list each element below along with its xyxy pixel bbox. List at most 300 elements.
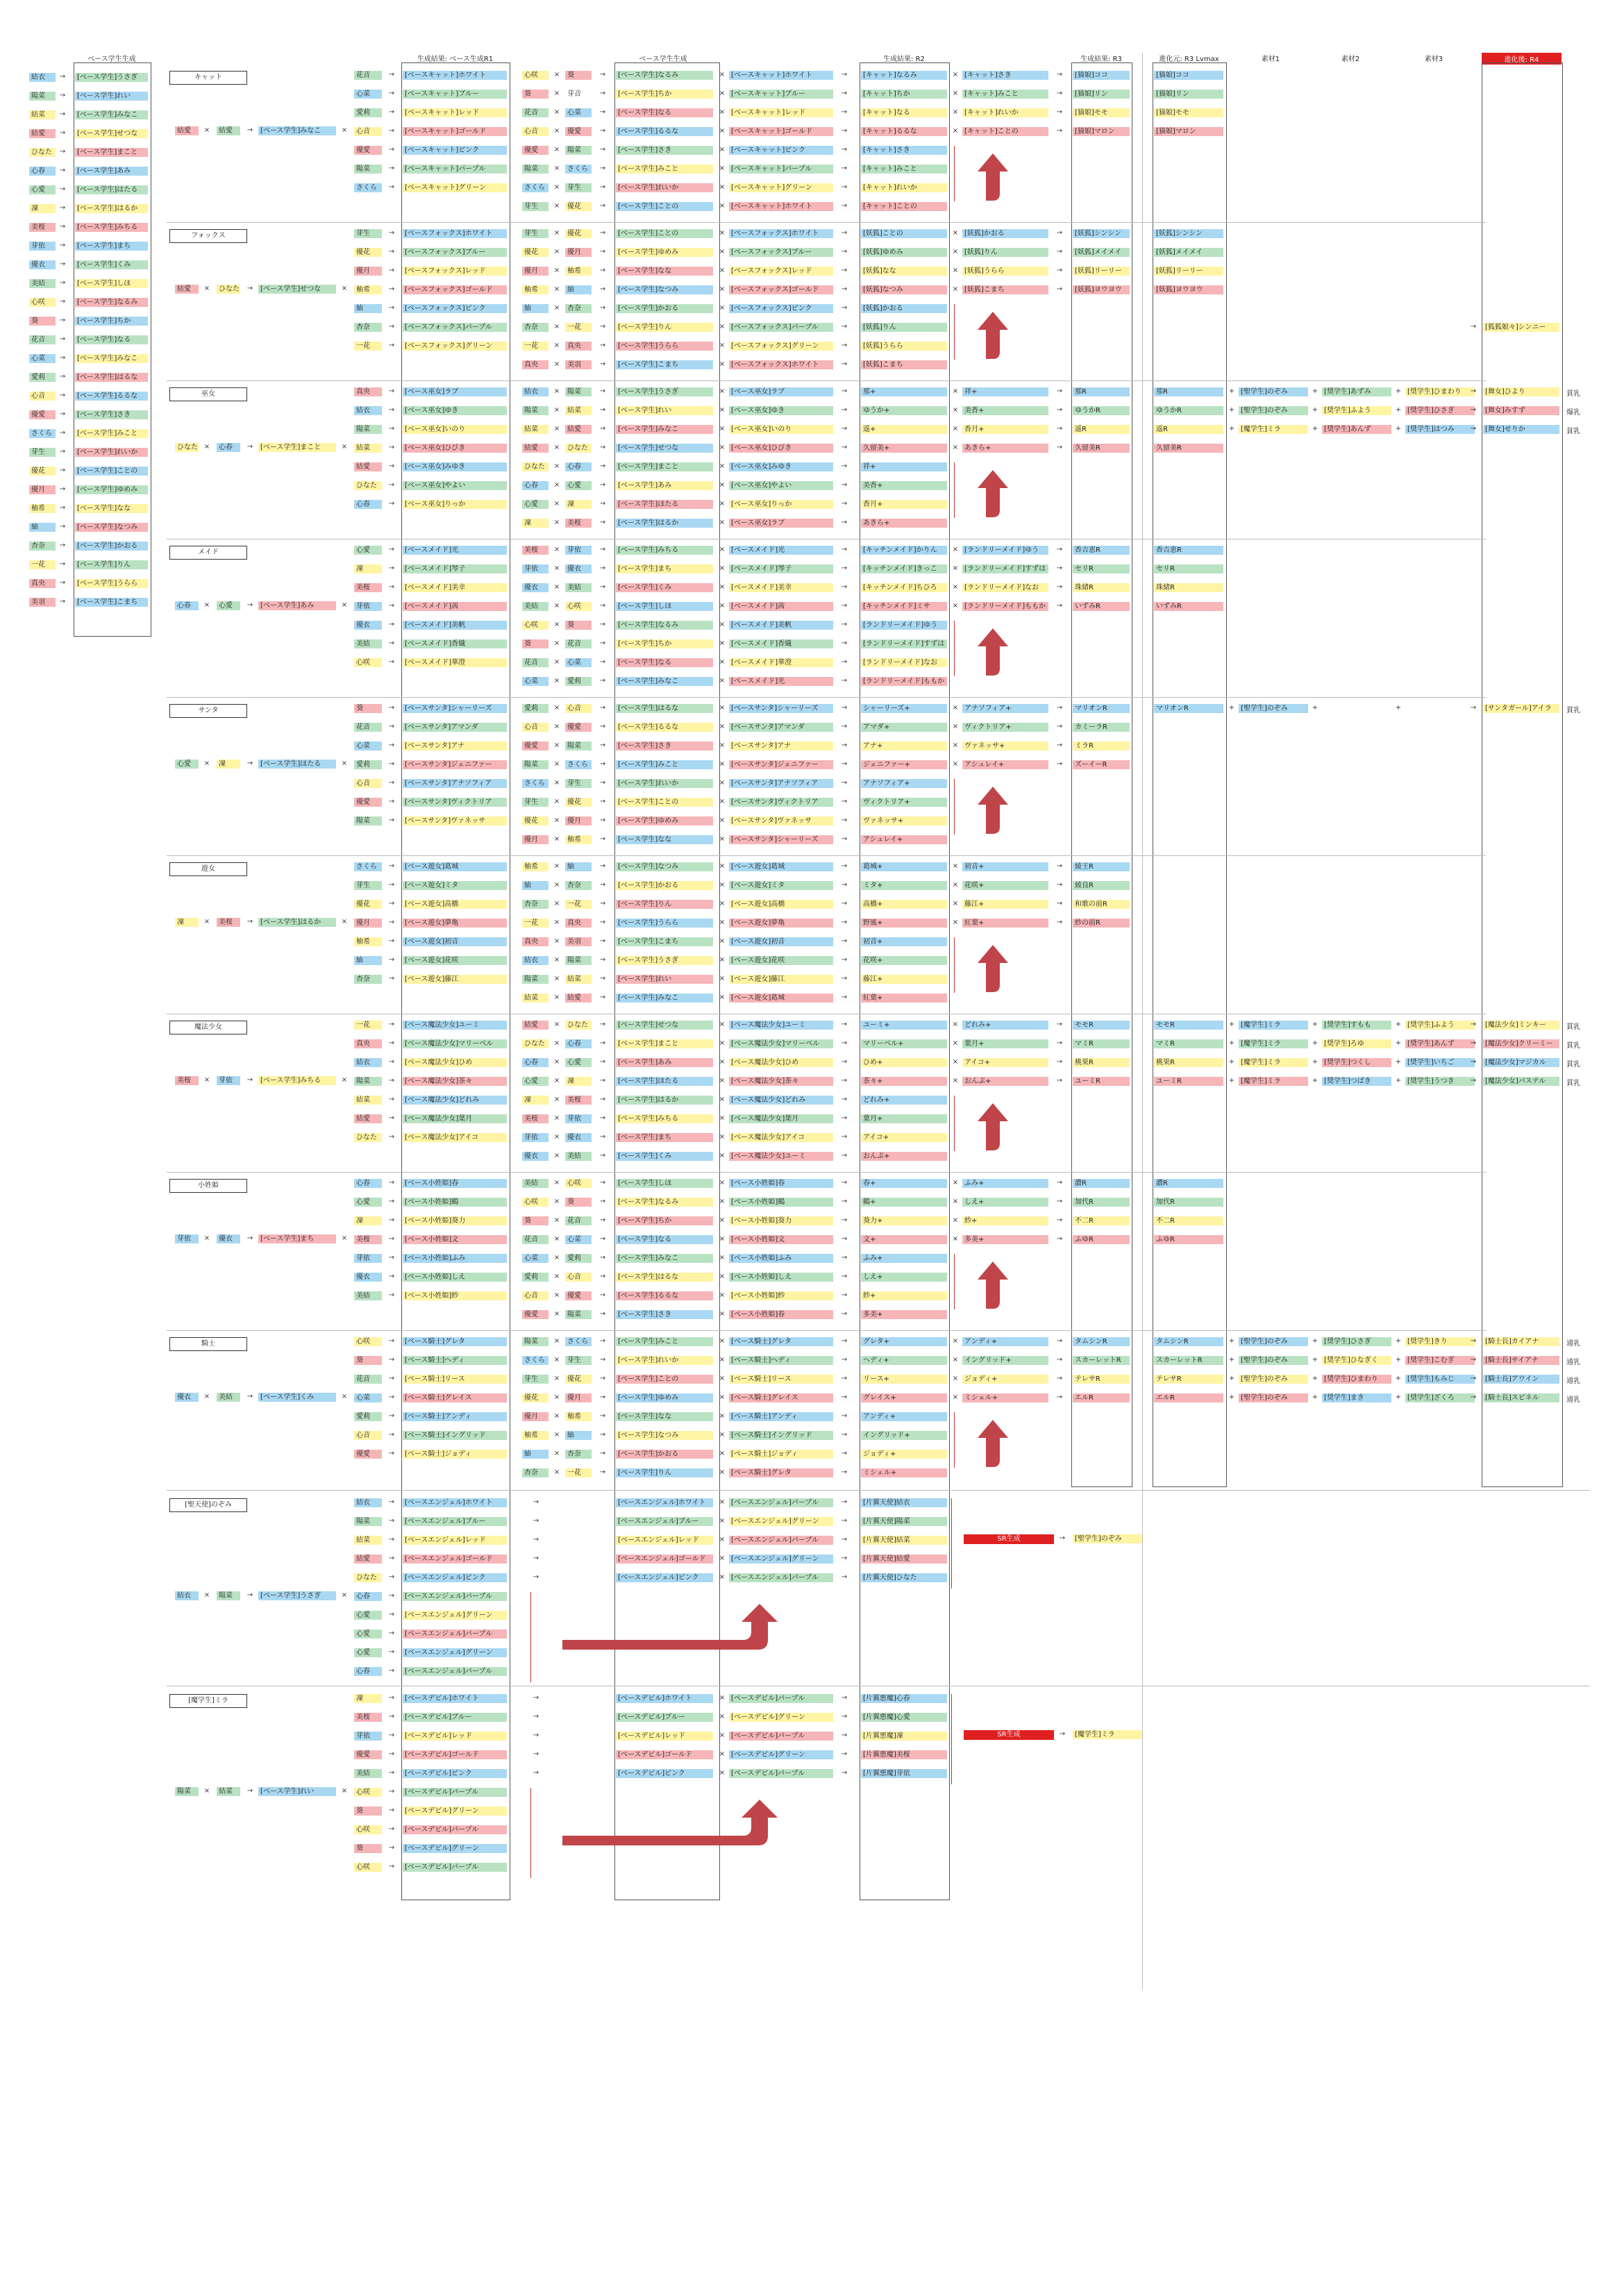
cell-tag: 紅葉+ — [962, 919, 1048, 928]
cell-tag: 愛莉 — [354, 760, 382, 769]
cell-tag: [ベースサンタ]ジェニファー — [403, 760, 507, 769]
cell-tag: 陽菜 — [217, 1591, 240, 1600]
cell-tag: 春+ — [861, 1179, 947, 1188]
cell-tag: 一花 — [565, 323, 592, 332]
cell-tag: アマダ+ — [861, 723, 947, 732]
cell-tag: [ベースデビル]グリーン — [403, 1844, 507, 1853]
cell-tag: [ベース学生]しほ — [75, 279, 148, 288]
cell-tag: エルR — [1073, 1393, 1130, 1402]
cell-tag: [ベース学生]れい — [258, 1787, 336, 1796]
symbol: + — [1312, 1039, 1319, 1047]
cell-tag: 陽菜 — [565, 1310, 592, 1319]
cell-tag: 杏奈 — [565, 304, 592, 313]
cell-tag: [ベースフォックス]レッド — [729, 267, 833, 276]
symbol: → — [841, 165, 848, 172]
symbol: + — [1395, 1058, 1402, 1066]
symbol: → — [388, 760, 395, 768]
symbol: → — [59, 542, 66, 549]
cell-tag: [ベースエンジェル]グリーン — [729, 1517, 833, 1526]
cell-tag: [ベースキャット]ゴールド — [729, 127, 833, 136]
symbol: × — [719, 881, 726, 889]
cell-tag: 陽菜 — [29, 92, 56, 101]
symbol: → — [841, 677, 848, 685]
symbol: → — [388, 1393, 395, 1401]
symbol: + — [1228, 1039, 1235, 1047]
cell-tag: 真央 — [354, 387, 382, 396]
symbol: × — [553, 1291, 560, 1299]
symbol: × — [553, 1077, 560, 1084]
symbol: → — [599, 108, 606, 116]
symbol: → — [388, 481, 395, 489]
cell-tag: さくら — [522, 1356, 549, 1365]
symbol: × — [553, 146, 560, 153]
symbol: × — [719, 444, 726, 451]
symbol: × — [952, 90, 959, 97]
cell-tag: 多美+ — [962, 1235, 1048, 1244]
symbol: × — [952, 900, 959, 907]
cell-tag: [ベース学生]うさぎ — [258, 1591, 336, 1600]
symbol: → — [599, 1291, 606, 1299]
cell-tag: [ベースフォックス]パープル — [729, 323, 833, 332]
cell-tag: さくら — [29, 429, 56, 438]
cell-tag: タムシンR — [1073, 1337, 1130, 1346]
symbol: → — [841, 1077, 848, 1084]
symbol: × — [553, 519, 560, 526]
symbol: → — [59, 73, 66, 81]
symbol: × — [952, 444, 959, 451]
symbol: → — [1470, 1021, 1477, 1028]
symbol: × — [719, 704, 726, 712]
long-arrow — [562, 1604, 792, 1652]
cell-tag: 心春 — [522, 481, 549, 490]
cell-tag: ミシェル+ — [962, 1393, 1048, 1402]
symbol: → — [1056, 704, 1063, 712]
cell-tag: [片翼天使]結愛 — [861, 1555, 947, 1564]
symbol: → — [246, 443, 253, 451]
cell-tag: [ベースサンタ]シャーリーズ — [403, 704, 507, 713]
cell-tag: 一花 — [354, 342, 382, 351]
symbol: × — [952, 723, 959, 730]
cell-tag: 加代R — [1073, 1198, 1130, 1207]
curved-arrow-shape — [962, 153, 1008, 201]
cell-tag: [ベース魔法少女]茶々 — [403, 1077, 507, 1086]
symbol: → — [388, 1807, 395, 1814]
cell-tag: アナ+ — [861, 741, 947, 751]
symbol: + — [1228, 1356, 1235, 1364]
cell-tag: 茶々+ — [861, 1077, 947, 1086]
cell-tag: どれみ+ — [861, 1096, 947, 1105]
symbol: → — [388, 956, 395, 964]
symbol: → — [246, 126, 253, 134]
symbol: → — [841, 1431, 848, 1439]
cell-tag: 紬 — [565, 862, 592, 871]
symbol: × — [719, 1039, 726, 1047]
cell-tag: 芽依 — [354, 1254, 382, 1263]
cell-tag: 心菜 — [522, 1254, 549, 1263]
cell-tag: さくら — [354, 862, 382, 871]
symbol: × — [553, 462, 560, 470]
symbol: + — [1228, 1375, 1235, 1382]
symbol: → — [388, 583, 395, 591]
symbol: × — [719, 602, 726, 610]
cell-tag: 優衣 — [522, 583, 549, 592]
symbol: × — [952, 1216, 959, 1224]
symbol: → — [1056, 229, 1063, 237]
cell-tag: 柚希 — [565, 835, 592, 844]
symbol: × — [203, 285, 210, 292]
symbol: → — [1470, 1058, 1477, 1066]
symbol: → — [599, 639, 606, 647]
cell-tag: 濃R — [1154, 1179, 1223, 1188]
cell-tag: [ベースメイド]美帆 — [403, 621, 507, 630]
bracket — [954, 462, 955, 518]
cell-tag: [ベースキャット]レッド — [403, 108, 507, 117]
symbol: → — [388, 1356, 395, 1364]
cell-tag: [ベース学生]しほ — [616, 1179, 713, 1188]
cell-tag: 一花 — [565, 900, 592, 909]
cell-tag: 陽菜 — [565, 387, 592, 396]
cell-tag: 祥+ — [861, 462, 947, 471]
cell-tag: [ベース学生]みなこ — [75, 110, 148, 119]
symbol: → — [1470, 406, 1477, 414]
cell-tag: 美羽 — [29, 598, 56, 607]
symbol: → — [1056, 1337, 1063, 1345]
cell-tag: [ベース遊女]初音 — [729, 937, 833, 946]
cell-tag: さくら — [565, 165, 592, 174]
symbol: + — [1228, 1337, 1235, 1345]
symbol: → — [388, 546, 395, 553]
cell-tag: [聖学生]のぞみ — [1073, 1534, 1142, 1543]
symbol: → — [388, 387, 395, 395]
cell-tag: 優衣 — [565, 564, 592, 573]
cell-tag: [ベース学生]みなこ — [616, 1254, 713, 1263]
symbol: × — [719, 1498, 726, 1506]
symbol: × — [553, 583, 560, 591]
cell-tag: 珠緒R — [1154, 583, 1223, 592]
cell-tag: [ベース学生]みちる — [616, 546, 713, 555]
symbol: × — [719, 1750, 726, 1758]
symbol: × — [553, 387, 560, 395]
cell-tag: [ベース魔法少女]茶々 — [729, 1077, 833, 1086]
symbol: → — [841, 779, 848, 787]
symbol: → — [388, 658, 395, 666]
cell-tag: [ベース学生]れいか — [75, 448, 148, 457]
cell-tag: [ベースデビル]ブルー — [403, 1713, 507, 1722]
symbol: + — [1312, 387, 1319, 395]
symbol: → — [388, 704, 395, 712]
symbol: × — [719, 1769, 726, 1777]
symbol: → — [388, 564, 395, 572]
cell-tag: 綾良R — [1073, 881, 1130, 890]
symbol: → — [599, 919, 606, 926]
symbol: × — [719, 1058, 726, 1066]
cell-tag: [ベースデビル]パープル — [729, 1769, 833, 1778]
cell-tag: [ベースサンタ]ヴィクトリア — [403, 798, 507, 807]
symbol: → — [533, 1555, 539, 1562]
symbol: × — [719, 229, 726, 237]
cell-tag: 美羽 — [565, 360, 592, 369]
symbol: + — [1228, 1058, 1235, 1066]
symbol: → — [1056, 387, 1063, 395]
symbol: → — [388, 1412, 395, 1420]
symbol: × — [203, 443, 210, 451]
curved-arrow — [957, 1100, 1012, 1156]
symbol: → — [599, 1273, 606, 1280]
cell-tag: [ベースエンジェル]レッド — [616, 1536, 713, 1545]
cell-tag: 芽生 — [354, 881, 382, 890]
cell-tag: 陽菜 — [175, 1787, 199, 1796]
cell-tag: [ベース遊女]初音 — [403, 937, 507, 946]
symbol: × — [952, 1077, 959, 1084]
symbol: → — [388, 602, 395, 610]
cell-tag: 真央 — [522, 360, 549, 369]
cell-tag: 紬 — [522, 1450, 549, 1459]
cell-tag: 多美+ — [861, 1310, 947, 1319]
side-note: 貫乳 — [1566, 1042, 1580, 1050]
cell-tag: グレタ+ — [861, 1337, 947, 1346]
symbol: × — [553, 323, 560, 330]
cell-tag: 柚希 — [565, 1412, 592, 1421]
symbol: → — [1056, 1393, 1063, 1401]
cell-tag: 美桜 — [175, 1076, 199, 1085]
cell-tag: [ベース小姓姫]しえ — [729, 1273, 833, 1282]
symbol: × — [203, 1591, 210, 1599]
symbol: × — [553, 704, 560, 712]
symbol: + — [1395, 1356, 1402, 1364]
cell-tag: テレサR — [1073, 1375, 1130, 1384]
cell-tag: 陽菜 — [522, 165, 549, 174]
cell-tag: 心愛 — [354, 1611, 382, 1620]
cell-tag: [ベースメイド]華澄 — [729, 658, 833, 667]
cell-tag: [ベース小姓姫]文 — [403, 1235, 507, 1244]
cell-tag: ゆうかR — [1073, 406, 1130, 415]
cell-tag: 杏奈 — [29, 542, 56, 551]
symbol: × — [553, 500, 560, 508]
cell-tag: 真央 — [565, 342, 592, 351]
symbol: → — [599, 1450, 606, 1457]
cell-tag: [ベース学生]せつな — [75, 129, 148, 138]
sr-bar: SR生成 — [964, 1534, 1054, 1544]
cell-tag: 結菜 — [354, 444, 382, 453]
symbol: → — [59, 223, 66, 231]
symbol: → — [388, 1450, 395, 1457]
sr-bar: SR生成 — [964, 1730, 1054, 1740]
symbol: → — [1056, 1235, 1063, 1243]
symbol: × — [719, 1732, 726, 1739]
cell-tag: [片翼天使]結衣 — [861, 1498, 947, 1507]
symbol: → — [533, 1750, 539, 1758]
symbol: → — [388, 323, 395, 330]
symbol: → — [388, 1648, 395, 1656]
cell-tag: 那+ — [861, 387, 947, 396]
symbol: → — [599, 602, 606, 610]
cell-tag: [ベースデビル]パープル — [729, 1694, 833, 1703]
cell-tag: 優月 — [354, 919, 382, 928]
cell-tag: 凜 — [522, 1096, 549, 1105]
cell-tag: [キッチンメイド]きっこ — [861, 564, 947, 573]
cell-tag: [ベース騎士]イングリッド — [729, 1431, 833, 1440]
symbol: → — [841, 835, 848, 843]
symbol: × — [553, 71, 560, 78]
cell-tag: [奨学生]いちご — [1405, 1058, 1475, 1067]
cell-tag: [ベースエンジェル]ホワイト — [403, 1498, 507, 1507]
symbol: × — [952, 127, 959, 135]
symbol: → — [388, 1337, 395, 1345]
cell-tag: [ベース巫女]りっか — [729, 500, 833, 509]
symbol: × — [719, 1235, 726, 1243]
symbol: → — [841, 975, 848, 982]
cell-tag: 結愛 — [354, 1114, 382, 1123]
symbol: × — [553, 1198, 560, 1205]
symbol: × — [553, 481, 560, 489]
cell-tag: アナソフィア+ — [962, 704, 1048, 713]
symbol: → — [599, 500, 606, 508]
cell-tag: [ベースデビル]ホワイト — [616, 1694, 713, 1703]
symbol: → — [841, 994, 848, 1001]
cell-tag: [ベースフォックス]ブルー — [403, 248, 507, 257]
cell-tag: [キャット]ことの — [861, 202, 947, 211]
cell-tag: [ベースサンタ]アナソフィア — [729, 779, 833, 788]
symbol: × — [719, 798, 726, 805]
cell-tag: [ベース学生]ちか — [616, 639, 713, 648]
cell-tag: 結衣 — [354, 1498, 382, 1507]
cell-tag: 心咲 — [29, 298, 56, 307]
cell-tag: [片翼悪魔]芽依 — [861, 1769, 947, 1778]
symbol: × — [341, 126, 348, 134]
symbol: → — [388, 900, 395, 907]
cell-tag: [妖狐]メイメイ — [1073, 248, 1130, 257]
cell-tag: 花音 — [29, 335, 56, 344]
symbol: → — [599, 1216, 606, 1224]
column-frame — [1153, 62, 1227, 1487]
cell-tag: [ベースエンジェル]ゴールド — [616, 1555, 713, 1564]
symbol: × — [341, 1234, 348, 1242]
cell-tag: [妖狐]ヨウヨウ — [1154, 285, 1223, 294]
symbol: × — [203, 1393, 210, 1400]
cell-tag: [ランドリーメイド]ゆう — [962, 546, 1048, 555]
cell-tag: 美桜 — [354, 1235, 382, 1244]
cell-tag: 鶴+ — [861, 1198, 947, 1207]
cell-tag: 優愛 — [354, 1450, 382, 1459]
cell-tag: [ベース巫女]みゆき — [403, 462, 507, 471]
symbol: → — [599, 900, 606, 907]
cell-tag: ふゆR — [1154, 1235, 1223, 1244]
symbol: × — [341, 1076, 348, 1084]
group-label: [魔学生]ミラ — [169, 1694, 247, 1708]
cell-tag: 心咲 — [565, 1179, 592, 1188]
symbol: → — [1056, 1058, 1063, 1066]
symbol: → — [599, 862, 606, 870]
group-label: 魔法少女 — [169, 1021, 247, 1034]
symbol: → — [388, 1611, 395, 1618]
symbol: → — [841, 202, 848, 210]
column-frame — [1482, 62, 1563, 1487]
symbol: → — [841, 183, 848, 191]
cell-tag: [ベース巫女]ラブ — [729, 519, 833, 528]
cell-tag: 心音 — [565, 1273, 592, 1282]
cell-tag: [ベース学生]みちる — [258, 1076, 336, 1085]
symbol: → — [388, 1863, 395, 1870]
symbol: → — [599, 1310, 606, 1318]
cell-tag: ひなた — [354, 1573, 382, 1582]
cell-tag: [サンタガール]アイラ — [1483, 704, 1559, 713]
symbol: → — [599, 741, 606, 749]
cell-tag: タムシンR — [1154, 1337, 1223, 1346]
symbol: → — [841, 1198, 848, 1205]
cell-tag: ヴィクトリア+ — [861, 798, 947, 807]
symbol: × — [719, 1273, 726, 1280]
cell-tag: 優花 — [522, 248, 549, 257]
cell-tag: 優愛 — [565, 723, 592, 732]
cell-tag: ユーミR — [1073, 1077, 1130, 1086]
cell-tag: 優花 — [29, 467, 56, 476]
symbol: → — [1056, 881, 1063, 889]
cell-tag: 心愛 — [354, 546, 382, 555]
symbol: × — [553, 798, 560, 805]
symbol: → — [841, 108, 848, 116]
symbol: + — [1395, 406, 1402, 414]
symbol: × — [719, 975, 726, 982]
symbol: → — [841, 1235, 848, 1243]
cell-tag: [ベース学生]なつみ — [616, 1431, 713, 1440]
bracket — [954, 1096, 955, 1151]
cell-tag: 花音 — [522, 658, 549, 667]
cell-tag: [奨学生]まき — [1322, 1393, 1391, 1402]
symbol: × — [719, 677, 726, 685]
cell-tag: 心菜 — [354, 90, 382, 99]
cell-tag: [ベース学生]るるな — [616, 1291, 713, 1300]
cell-tag: 紬 — [29, 523, 56, 532]
symbol: → — [841, 900, 848, 907]
cell-tag: [ベース学生]こまち — [75, 598, 148, 607]
cell-tag: [ベース魔法少女]どれみ — [403, 1096, 507, 1105]
cell-tag: [騎士長]スピネル — [1483, 1393, 1559, 1402]
cell-tag: [ベース遊女]葛城 — [729, 994, 833, 1003]
cell-tag: 心音 — [522, 723, 549, 732]
symbol: → — [388, 229, 395, 237]
cell-tag: [ベース小姓姫]春 — [729, 1310, 833, 1319]
symbol: → — [599, 229, 606, 237]
cell-tag: [ベース小姓姫]鶴 — [729, 1198, 833, 1207]
symbol: → — [1056, 1021, 1063, 1028]
symbol: × — [719, 304, 726, 312]
cell-tag: 凜 — [175, 918, 199, 927]
cell-tag: [ベース学生]りん — [616, 900, 713, 909]
symbol: → — [599, 248, 606, 255]
symbol: → — [533, 1694, 539, 1702]
cell-tag: [奨学生]つばき — [1322, 1077, 1391, 1086]
cell-tag: イングリッド+ — [962, 1356, 1048, 1365]
cell-tag: [ベース学生]みなこ — [616, 425, 713, 434]
cell-tag: [ベース学生]みこと — [75, 429, 148, 438]
symbol: + — [1228, 1393, 1235, 1401]
symbol: → — [841, 1412, 848, 1420]
cell-tag: 陽菜 — [522, 975, 549, 984]
cell-tag: 那R — [1073, 387, 1130, 396]
symbol: → — [59, 167, 66, 174]
cell-tag: [ベースフォックス]ゴールド — [729, 285, 833, 294]
cell-tag: 葵 — [565, 1198, 592, 1207]
symbol: → — [1056, 723, 1063, 730]
symbol: → — [841, 723, 848, 730]
cell-tag: [ベース学生]ほたる — [616, 1077, 713, 1086]
cell-tag: [ベース遊女]高橋 — [729, 900, 833, 909]
cell-tag: 優月 — [354, 267, 382, 276]
cell-tag: [ベースメイド]香織 — [403, 639, 507, 648]
cell-tag: [ベース学生]ゆめみ — [616, 248, 713, 257]
cell-tag: [ベース学生]あみ — [616, 481, 713, 490]
symbol: × — [553, 900, 560, 907]
